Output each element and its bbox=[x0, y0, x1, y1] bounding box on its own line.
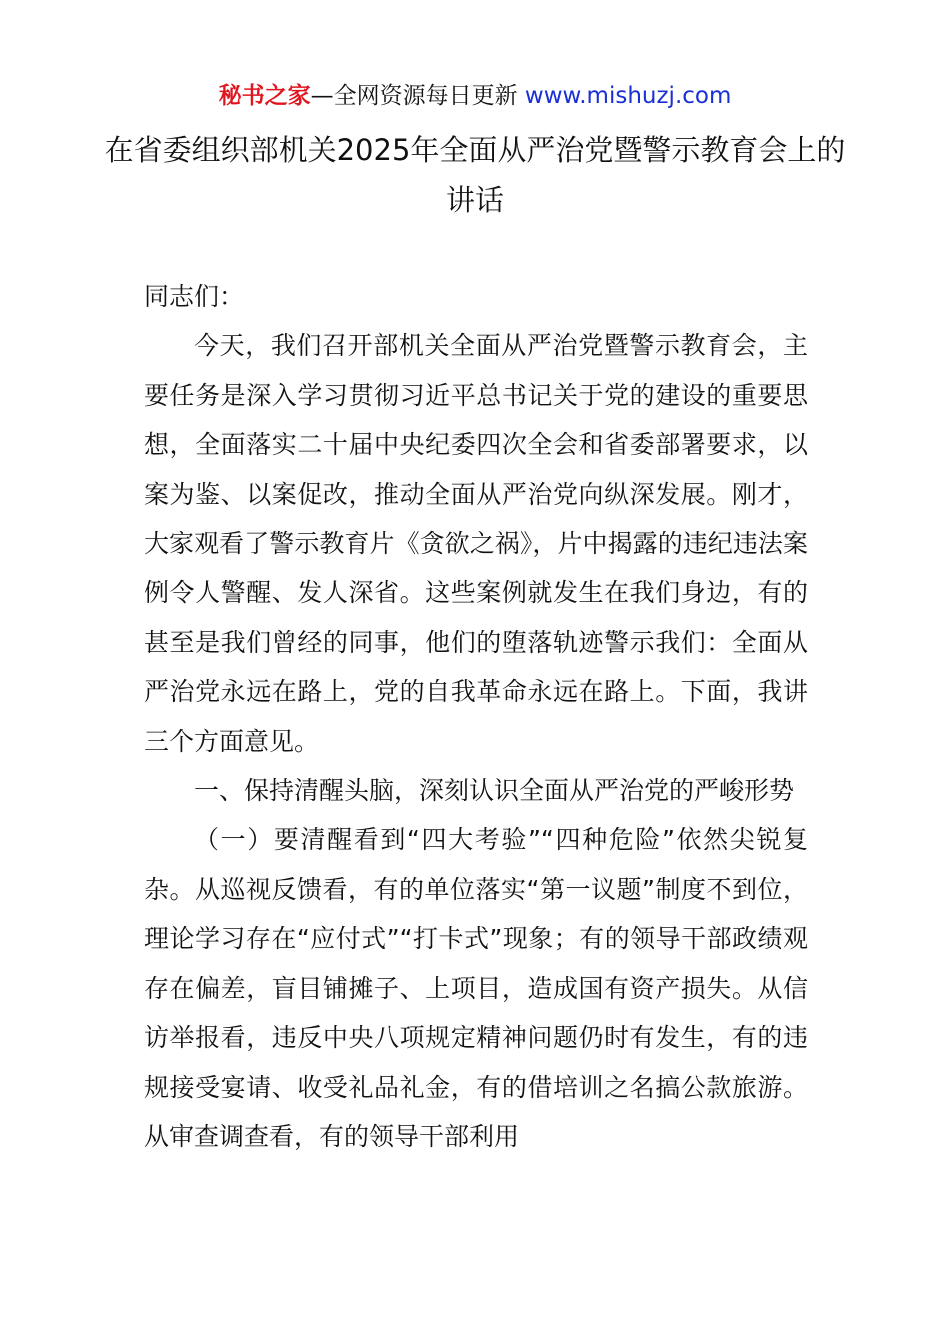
paragraph-subsection-1: （一）要清醒看到“四大考验”“四种危险”依然尖锐复杂。从巡视反馈看，有的单位落实“第一议题”制度不到位，理论学习存在“应付式”“打卡式”现象；有的领导干部政绩观存在偏差，盲目铺摊子、上项目，造成国有资产损失。从信访举报看，违反中央八项规定精神问题仍时有发生，有的违规接受宴请、收受礼品礼金，有的借培训之名搞公款旅游。从审查调查看，有的领导干部利用 bbox=[144, 825, 808, 1151]
salutation: 同志们： bbox=[144, 282, 245, 311]
site-brand: 秘书之家 bbox=[218, 83, 311, 109]
paragraph-intro: 今天，我们召开部机关全面从严治党暨警示教育会，主要任务是深入学习贯彻习近平总书记关于党的建设的重要思想，全面落实二十届中央纪委四次全会和省委部署要求，以案为鉴、以案促改，推动全面从严治党向纵深发展。刚才，大家观看了警示教育片《贪欲之祸》，片中揭露的违纪违法案例令人警醒、发人深省。这些案例就发生在我们身边，有的甚至是我们曾经的同事，他们的堕落轨迹警示我们：全面从严治党永远在路上，党的自我革命永远在路上。下面，我讲三个方面意见。 bbox=[144, 331, 808, 756]
site-header bbox=[0, 80, 950, 112]
section-heading-1: 一、保持清醒头脑，深刻认识全面从严治党的严峻形势 bbox=[194, 776, 795, 806]
document-body bbox=[144, 272, 808, 1161]
document-title: 在省委组织部机关2025年全面从严治党暨警示教育会上的讲话 bbox=[104, 133, 846, 217]
site-tagline: —全网资源每日更新 bbox=[310, 83, 525, 109]
site-url-link[interactable]: www.mishuzj.com bbox=[524, 83, 732, 109]
